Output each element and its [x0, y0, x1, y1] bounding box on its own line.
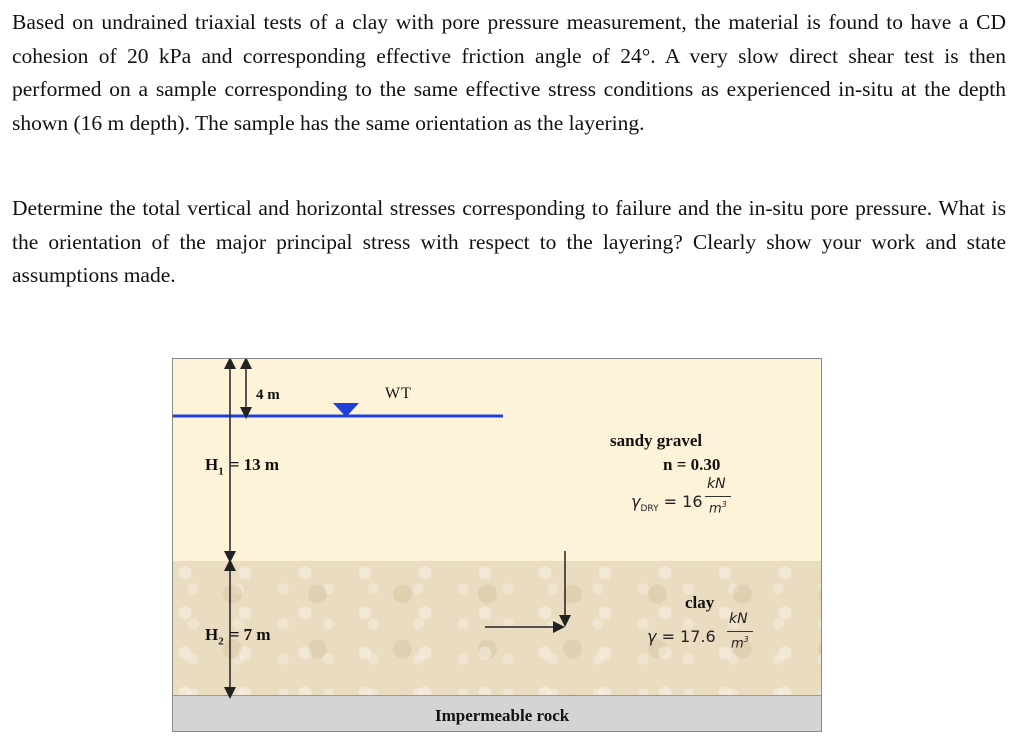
gravel-unit-denominator: $m^3$ — [709, 500, 727, 517]
clay-unit-denominator: $m^3$ — [731, 635, 749, 652]
question-paragraph-1: Based on undrained triaxial tests of a clay with pore pressure measurement, the material is found to have a CD cohesion of 20 kPa and corresponding effective friction angle of 24°. A very slow direct shear test is then performed on a sample corresponding to the same effective stress conditions as experienced in-situ at the depth shown (16 m depth). The sample has the same orientation as the layering. — [12, 10, 1006, 135]
soil-profile-figure — [172, 358, 822, 732]
sandy-gravel-label: sandy gravel — [610, 431, 703, 450]
gravel-fraction-bar — [705, 496, 731, 497]
gravel-unit-numerator: kN — [707, 476, 726, 492]
impermeable-rock-label: Impermeable rock — [435, 706, 570, 725]
question-paragraph-2: Determine the total vertical and horizontal stresses corresponding to failure and the in-situ pore pressure. What is the orientation of the major principal stress with respect to the layering? Clearly show your work and state assumptions made. — [12, 196, 1006, 287]
clay-label: clay — [685, 593, 715, 612]
h1-label: $H_1 = 13$ m — [205, 455, 280, 478]
h2-label: $H_2 = 7$ m — [205, 625, 271, 648]
depth-to-wt-label: 4 m — [256, 387, 280, 403]
figure-lines — [173, 359, 821, 731]
clay-unit-weight: γ = 17.6 — [647, 627, 716, 646]
gravel-porosity-label: n = 0.30 — [663, 455, 721, 474]
water-table-label: WT — [385, 385, 412, 402]
clay-fraction-bar — [727, 631, 753, 632]
gravel-unit-weight: $\gamma_{DRY} = 16$ — [631, 492, 703, 515]
clay-unit-numerator: kN — [729, 611, 748, 627]
